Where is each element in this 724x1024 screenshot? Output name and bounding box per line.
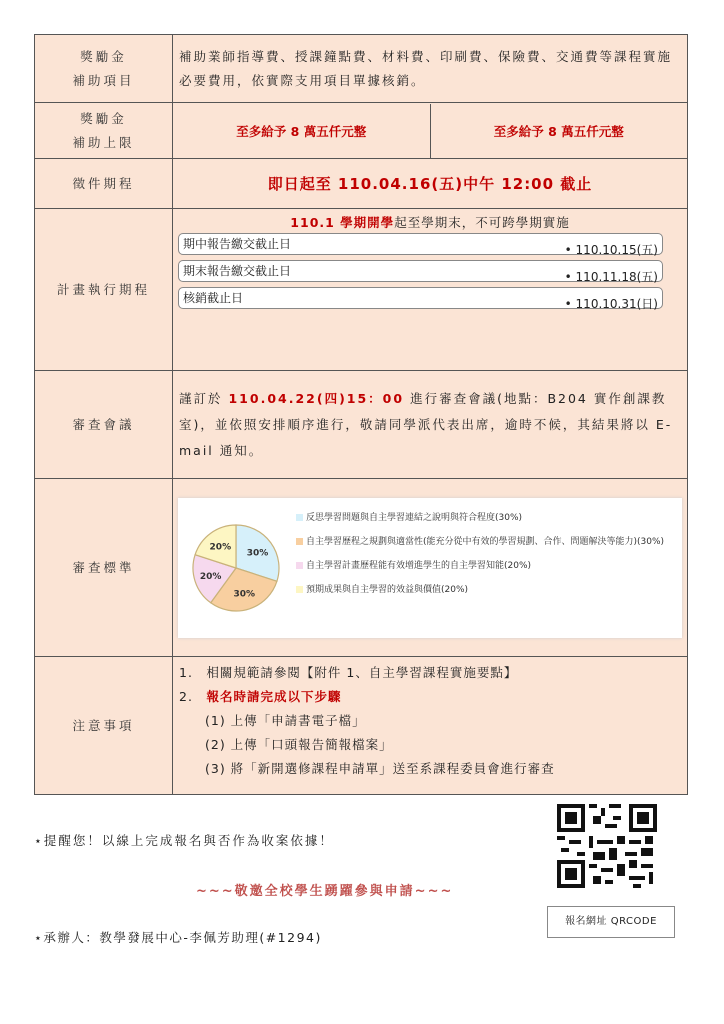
- pie-slice-label: 20%: [199, 571, 222, 582]
- qr-code-icon[interactable]: [557, 804, 657, 888]
- subsidy-items-text: 補助業師指導費、授課鐘點費、材料費、印刷費、保險費、交通費等課程實施必要費用，依實際支用項目單據核銷。: [173, 35, 688, 103]
- subsidy-items-label: [35, 35, 173, 103]
- legend-swatch: [296, 586, 303, 593]
- legend-swatch: [296, 562, 303, 569]
- review-meeting-datetime: 110.04.22(四)15：00: [228, 390, 405, 406]
- deadline-date: • 110.10.31(日): [564, 297, 658, 311]
- subsidy-limit-right: 至多給予 8 萬五仟元整: [493, 123, 624, 139]
- legend-item: [296, 560, 664, 572]
- pie-slice-label: 30%: [233, 588, 256, 599]
- criteria-legend: [296, 512, 664, 608]
- criteria-pie: [186, 498, 286, 638]
- legend-label: 反思學習問題與自主學習連結之說明與符合程度(30%): [306, 512, 523, 523]
- review-meeting-label: 審查會議: [35, 371, 173, 479]
- pie-slice-label: 20%: [209, 541, 232, 552]
- subsidy-limit-cell: [173, 103, 688, 159]
- subsidy-limit-label: [35, 103, 173, 159]
- execution-cell: [173, 209, 688, 371]
- subsidy-limit-left: 至多給予 8 萬五仟元整: [173, 104, 430, 158]
- note-step: (2) 上傳「口頭報告簡報檔案」: [205, 737, 393, 752]
- deadline-name: 期中報告繳交截止日: [183, 237, 292, 251]
- legend-swatch: [296, 538, 303, 545]
- legend-item: [296, 512, 664, 524]
- review-meeting-text: [173, 371, 688, 479]
- label-line: 補助上限: [72, 134, 135, 150]
- deadline-item: [178, 287, 663, 309]
- legend-item: [296, 584, 664, 596]
- review-criteria-label: 審查標準: [35, 479, 173, 657]
- deadline-date: • 110.11.18(五): [564, 270, 658, 284]
- note-step: (1) 上傳「申請書電子檔」: [205, 713, 366, 728]
- deadline-date: • 110.10.15(五): [564, 243, 658, 257]
- legend-item: [296, 536, 664, 548]
- note-number: 2.: [179, 689, 207, 704]
- review-meeting-pre: 謹訂於: [179, 390, 229, 406]
- call-schedule-label: 徵件期程: [35, 159, 173, 209]
- label-line: 補助項目: [72, 72, 135, 88]
- execution-headline: [173, 213, 687, 231]
- info-table: [34, 34, 688, 795]
- legend-label: 預期成果與自主學習的效益與價值(20%): [306, 584, 469, 595]
- note-item: [179, 685, 675, 709]
- contact-text: ⋆承辦人：教學發展中心-李佩芳助理(#1294): [34, 930, 322, 945]
- legend-label: 自主學習計畫歷程能有效增進學生的自主學習知能(20%): [306, 560, 532, 571]
- execution-headline-rest: 起至學期末，不可跨學期實施: [394, 215, 570, 230]
- deadline-item: [178, 233, 663, 255]
- criteria-chart: [178, 498, 682, 638]
- review-criteria-cell: [173, 479, 688, 657]
- notes-cell: [173, 657, 688, 795]
- label-line: 獎勵金: [80, 110, 127, 126]
- note-highlight: 報名時請完成以下步驟: [206, 689, 342, 704]
- reminder-text: ⋆提醒您！以線上完成報名與否作為收案依據！: [34, 833, 334, 848]
- execution-headline-highlight: 110.1 學期開學: [290, 215, 395, 230]
- legend-label: 自主學習歷程之規劃與適當性(能充分從中有效的學習規劃、合作、問題解決等能力)(30%): [306, 536, 665, 547]
- notes-label: 注意事項: [35, 657, 173, 795]
- deadline-item: [178, 260, 663, 282]
- execution-label: 計畫執行期程: [35, 209, 173, 371]
- review-meeting-post: 進行審查會議(地點：B204 實作創課教室)，並依照安排順序進行，敬請同學派代表出席，逾時不候，其結果將以 E-mail 通知。: [179, 390, 673, 458]
- note-item: 1. 相關規範請參閱【附件 1、自主學習課程實施要點】: [179, 665, 518, 680]
- qr-label: 報名網址 QRCODE: [547, 906, 675, 938]
- notes-list: [173, 657, 687, 783]
- legend-swatch: [296, 514, 303, 521]
- deadline-name: 核銷截止日: [183, 291, 244, 305]
- pie-slice-label: 30%: [246, 547, 269, 558]
- label-line: 獎勵金: [80, 48, 127, 64]
- invite-text: ~~~敬邀全校學生踴躍參與申請~~~: [196, 884, 454, 899]
- call-schedule-text: 即日起至 110.04.16(五)中午 12:00 截止: [173, 159, 688, 209]
- deadline-name: 期末報告繳交截止日: [183, 264, 292, 278]
- note-step: (3) 將「新開選修課程申請單」送至系課程委員會進行審查: [205, 761, 555, 776]
